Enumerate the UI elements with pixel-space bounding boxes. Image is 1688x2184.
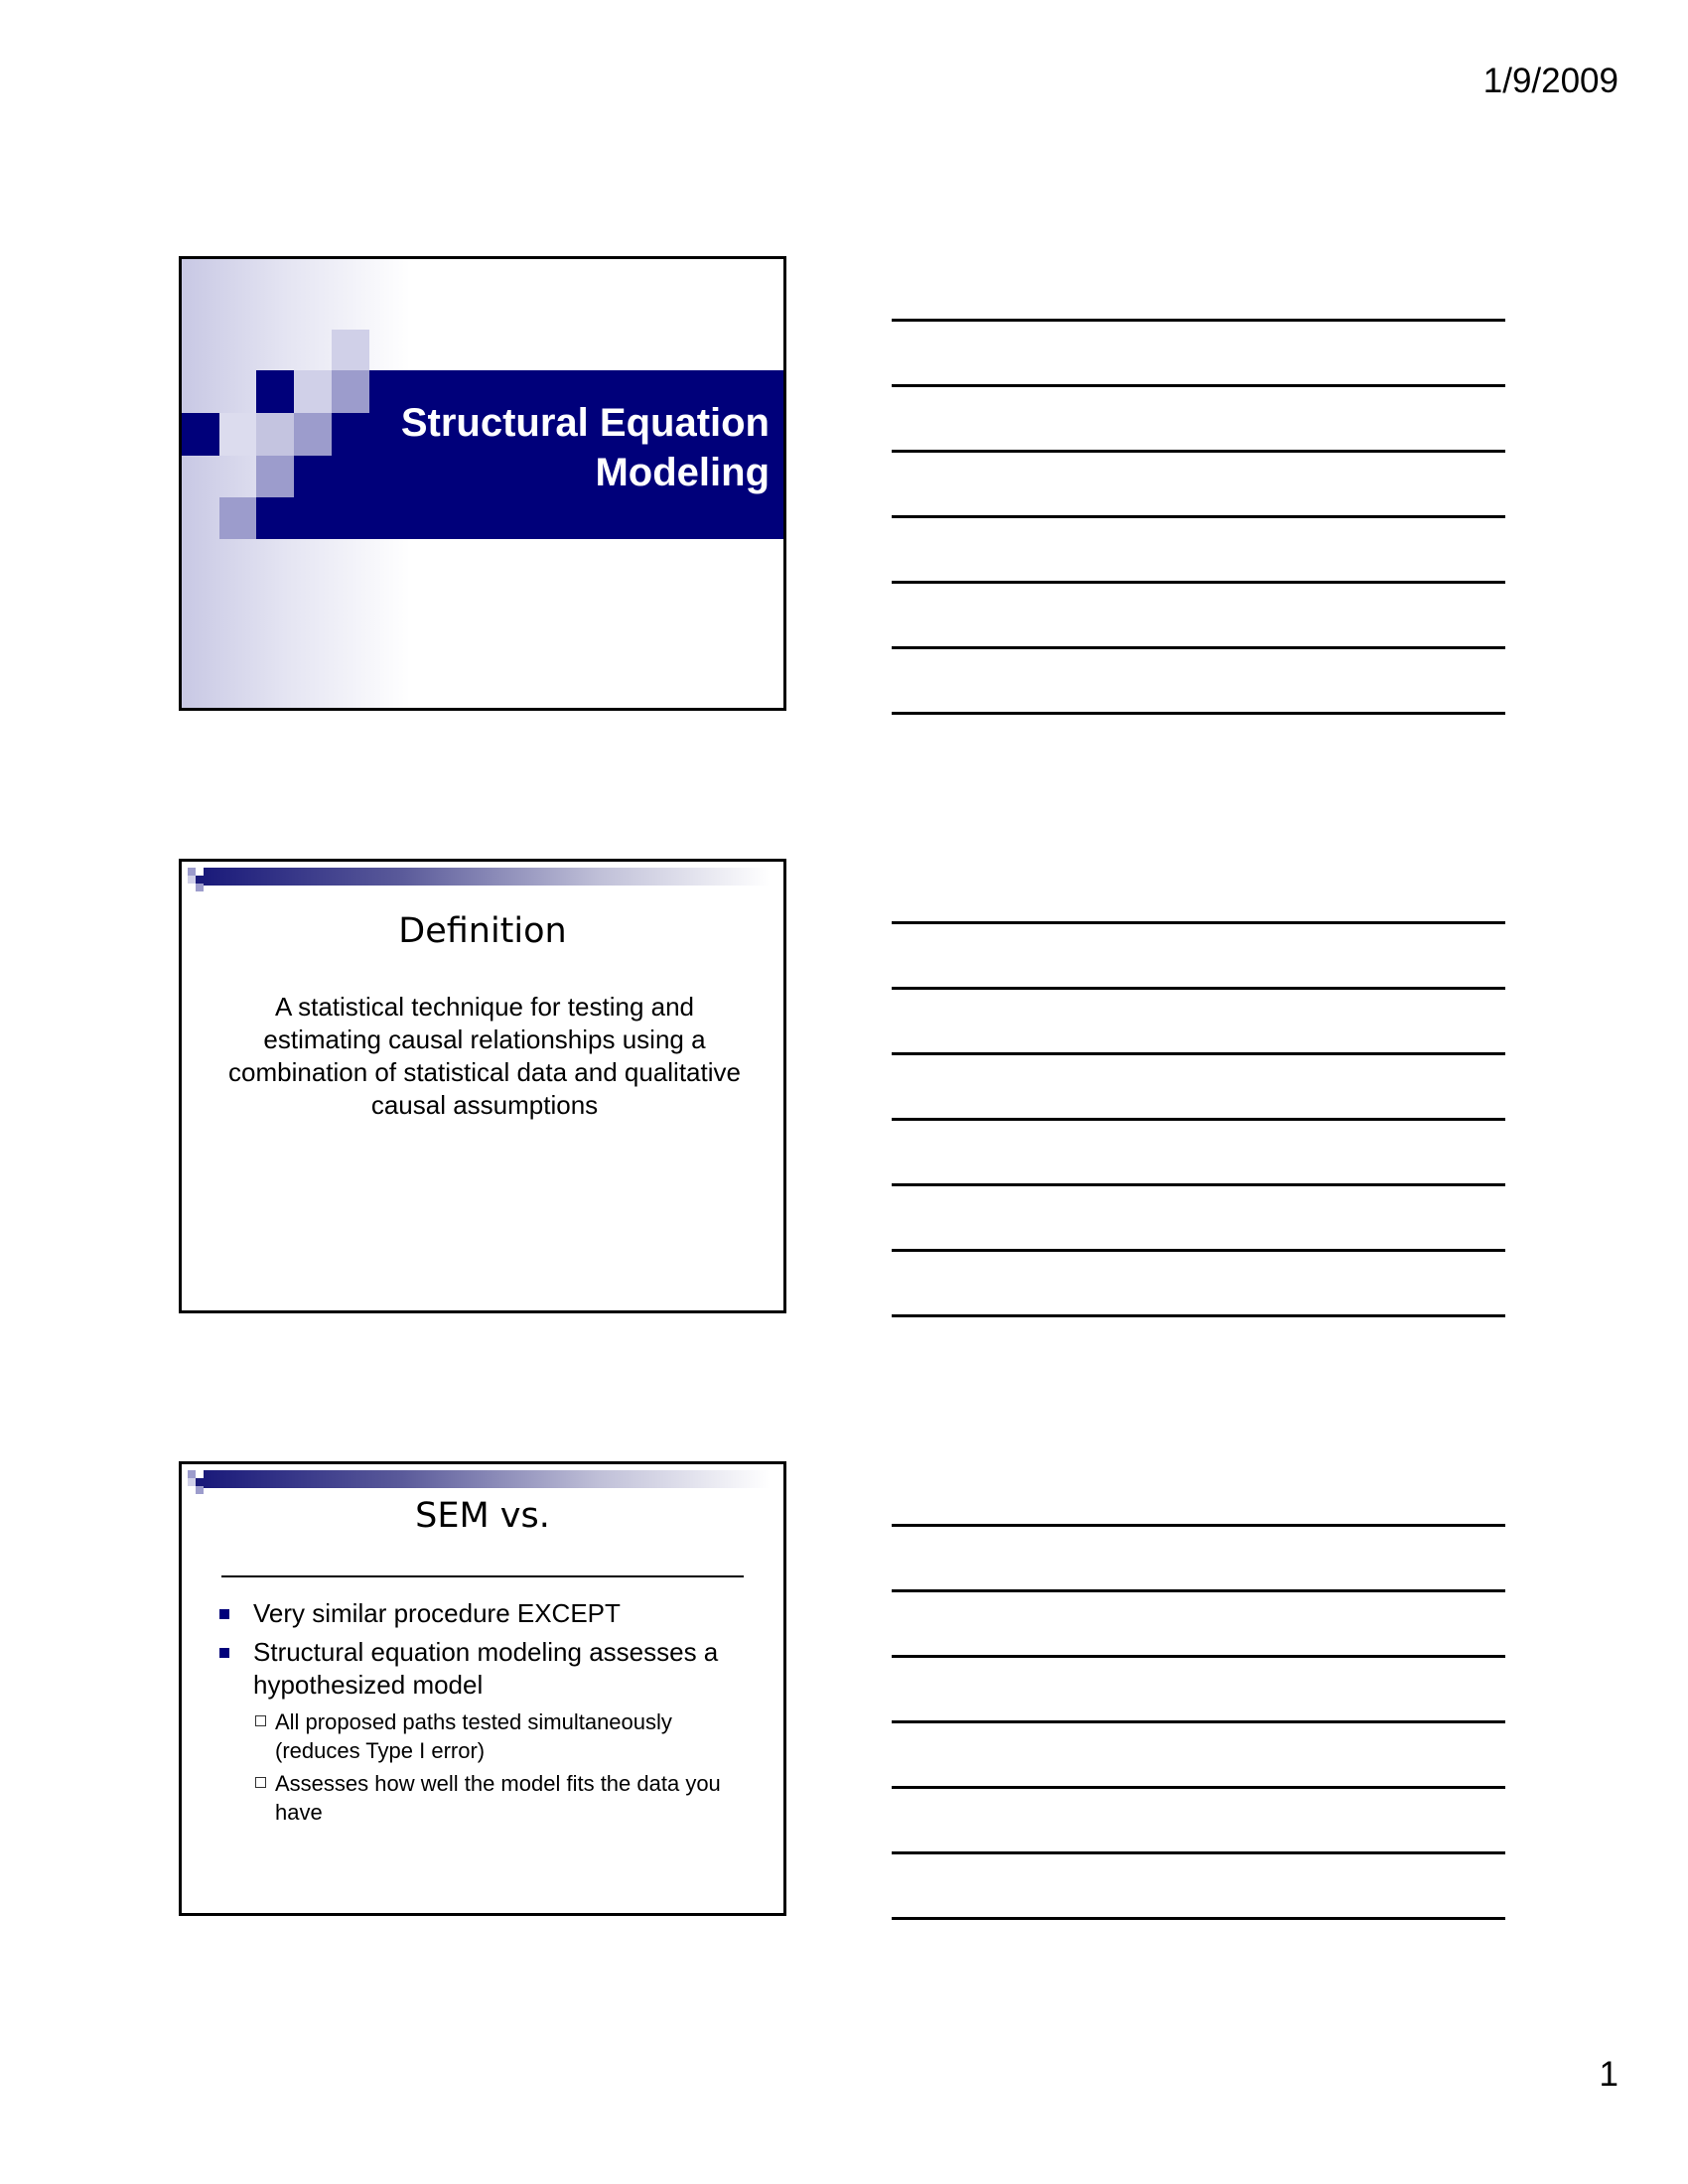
sub-bullet-text: Assesses how well the model fits the data you have xyxy=(275,1771,721,1825)
header-deco-square xyxy=(188,868,196,876)
slide-1-thumbnail xyxy=(179,256,786,711)
hollow-square-bullet-icon xyxy=(255,1777,266,1788)
notes-line xyxy=(892,1052,1505,1055)
sub-bullet-item xyxy=(217,1769,754,1827)
slide-3-title: SEM vs. xyxy=(415,1496,550,1536)
notes-line xyxy=(892,1589,1505,1592)
sub-bullet-text: All proposed paths tested simultaneously (reduces Type I error) xyxy=(275,1709,672,1763)
notes-line xyxy=(892,1118,1505,1121)
header-gradient-bar xyxy=(204,1470,770,1488)
slide-2-title: Definition xyxy=(398,911,567,951)
header-deco-square xyxy=(188,876,196,884)
header-gradient-bar xyxy=(204,868,770,886)
deco-square xyxy=(294,413,332,456)
deco-square xyxy=(256,413,294,456)
notes-line xyxy=(892,1655,1505,1658)
deco-square xyxy=(219,413,256,456)
notes-line xyxy=(892,921,1505,924)
notes-line xyxy=(892,987,1505,990)
bullet-list xyxy=(217,1597,754,1831)
slide-1-title xyxy=(352,398,770,497)
deco-square xyxy=(294,370,332,413)
notes-line xyxy=(892,1249,1505,1252)
header-deco-square xyxy=(188,1478,196,1486)
deco-square xyxy=(219,497,256,539)
bullet-item xyxy=(217,1636,754,1702)
slide-2-thumbnail xyxy=(179,859,786,1313)
notes-line xyxy=(892,384,1505,387)
notes-line xyxy=(892,1314,1505,1317)
notes-line xyxy=(892,1851,1505,1854)
definition-text: A statistical technique for testing and estimating causal relationships using a combination of statistical data and qualitative causal assumptions xyxy=(228,992,741,1120)
bullet-text: Very similar procedure EXCEPT xyxy=(253,1598,621,1628)
notes-line xyxy=(892,319,1505,322)
notes-line xyxy=(892,1917,1505,1920)
page-number: 1 xyxy=(1599,2055,1618,2094)
deco-square xyxy=(332,330,369,370)
notes-line xyxy=(892,1524,1505,1527)
hollow-square-bullet-icon xyxy=(255,1715,266,1726)
notes-line xyxy=(892,1720,1505,1723)
header-deco-square xyxy=(196,876,204,884)
header-deco-square xyxy=(196,884,204,891)
notes-line xyxy=(892,1183,1505,1186)
square-bullet-icon xyxy=(219,1609,229,1619)
notes-line xyxy=(892,712,1505,715)
notes-line xyxy=(892,450,1505,453)
notes-line xyxy=(892,1786,1505,1789)
title-divider xyxy=(221,1575,744,1577)
title-line-2: Modeling xyxy=(595,451,770,494)
deco-square xyxy=(182,413,219,456)
header-deco-square xyxy=(196,1486,204,1494)
notes-line xyxy=(892,581,1505,584)
sub-bullet-item xyxy=(217,1707,754,1765)
bullet-item xyxy=(217,1597,754,1630)
print-date: 1/9/2009 xyxy=(1482,62,1618,100)
square-bullet-icon xyxy=(219,1648,229,1658)
notes-line xyxy=(892,646,1505,649)
title-line-1: Structural Equation xyxy=(400,401,770,445)
slide-3-thumbnail xyxy=(179,1461,786,1916)
deco-square xyxy=(256,456,294,497)
bullet-text: Structural equation modeling assesses a hypothesized model xyxy=(253,1637,719,1700)
header-deco-square xyxy=(188,1470,196,1478)
header-deco-square xyxy=(196,1478,204,1486)
notes-line xyxy=(892,515,1505,518)
